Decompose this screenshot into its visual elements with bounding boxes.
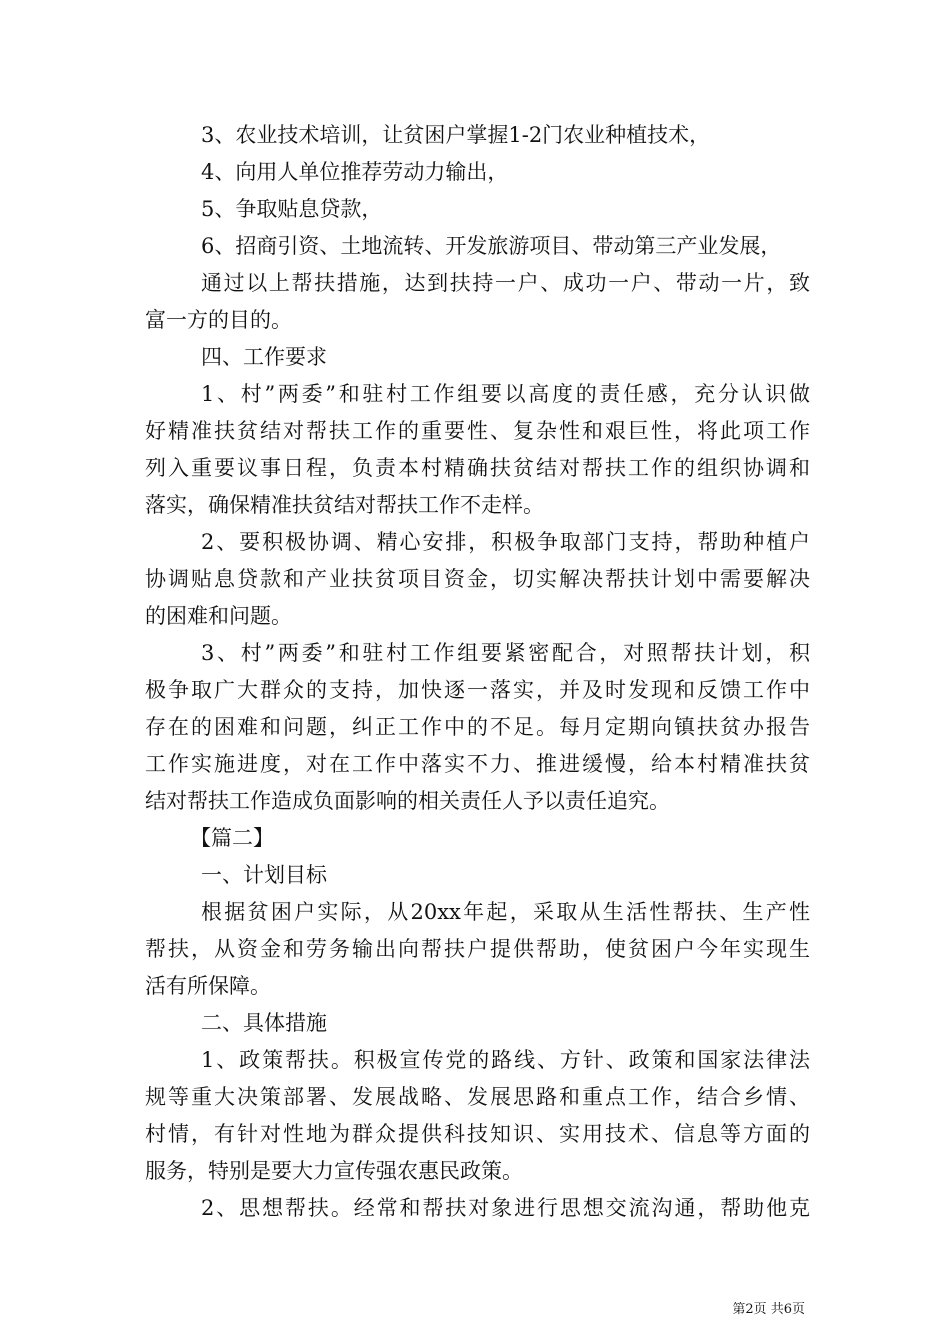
text-line: 工作实施进度，对在工作中落实不力、推进缓慢，给本村精准扶贫 [145,752,810,776]
text-line: 的困难和问题。 [145,604,292,628]
text-line: 2、思想帮扶。经常和帮扶对象进行思想交流沟通，帮助他克 [201,1196,810,1220]
text-line: 根据贫困户实际，从20xx年起，采取从生活性帮扶、生产性 [201,900,810,924]
text-line: 存在的困难和问题，纠正工作中的不足。每月定期向镇扶贫办报告 [145,715,810,739]
text-line: 活有所保障。 [145,974,271,998]
text-line: 好精准扶贫结对帮扶工作的重要性、复杂性和艰巨性，将此项工作 [145,419,810,443]
text-line: 1、村”两委”和驻村工作组要以高度的责任感，充分认识做 [201,382,810,406]
text-line: 极争取广大群众的支持，加快逐一落实，并及时发现和反馈工作中 [145,678,810,702]
text-line: 村情，有针对性地为群众提供科技知识、实用技术、信息等方面的 [145,1122,810,1146]
text-line: 3、农业技术培训，让贫困户掌握1-2门农业种植技术， [201,123,711,147]
text-line: 协调贴息贷款和产业扶贫项目资金，切实解决帮扶计划中需要解决 [145,567,810,591]
text-line: 列入重要议事日程，负责本村精确扶贫结对帮扶工作的组织协调和 [145,456,810,480]
document-body [145,117,810,1227]
text-line: 1、政策帮扶。积极宣传党的路线、方针、政策和国家法律法 [201,1048,810,1072]
text-line: 4、向用人单位推荐劳动力输出， [201,160,509,184]
text-line: 3、村”两委”和驻村工作组要紧密配合，对照帮扶计划，积 [201,641,810,665]
text-line: 二、具体措施 [201,1011,327,1035]
text-line: 2、要积极协调、精心安排，积极争取部门支持，帮助种植户 [201,530,810,554]
page-number-footer: 第2页 共6页 [732,1302,805,1317]
text-line: 富一方的目的。 [145,308,292,332]
text-line: 通过以上帮扶措施，达到扶持一户、成功一户、带动一片，致 [201,271,810,295]
text-line: 5、争取贴息贷款， [201,197,383,221]
text-line: 落实，确保精准扶贫结对帮扶工作不走样。 [145,493,544,517]
text-line: 结对帮扶工作造成负面影响的相关责任人予以责任追究。 [145,789,670,813]
text-line: 规等重大决策部署、发展战略、发展思路和重点工作，结合乡情、 [145,1085,810,1109]
text-line: 6、招商引资、土地流转、开发旅游项目、带动第三产业发展， [201,234,782,258]
text-line: 帮扶，从资金和劳务输出向帮扶户提供帮助，使贫困户今年实现生 [145,937,810,961]
text-line: 四、工作要求 [201,345,327,369]
text-line: 【篇二】 [190,826,274,850]
text-line: 一、计划目标 [201,863,327,887]
text-line: 服务，特别是要大力宣传强农惠民政策。 [145,1159,523,1183]
